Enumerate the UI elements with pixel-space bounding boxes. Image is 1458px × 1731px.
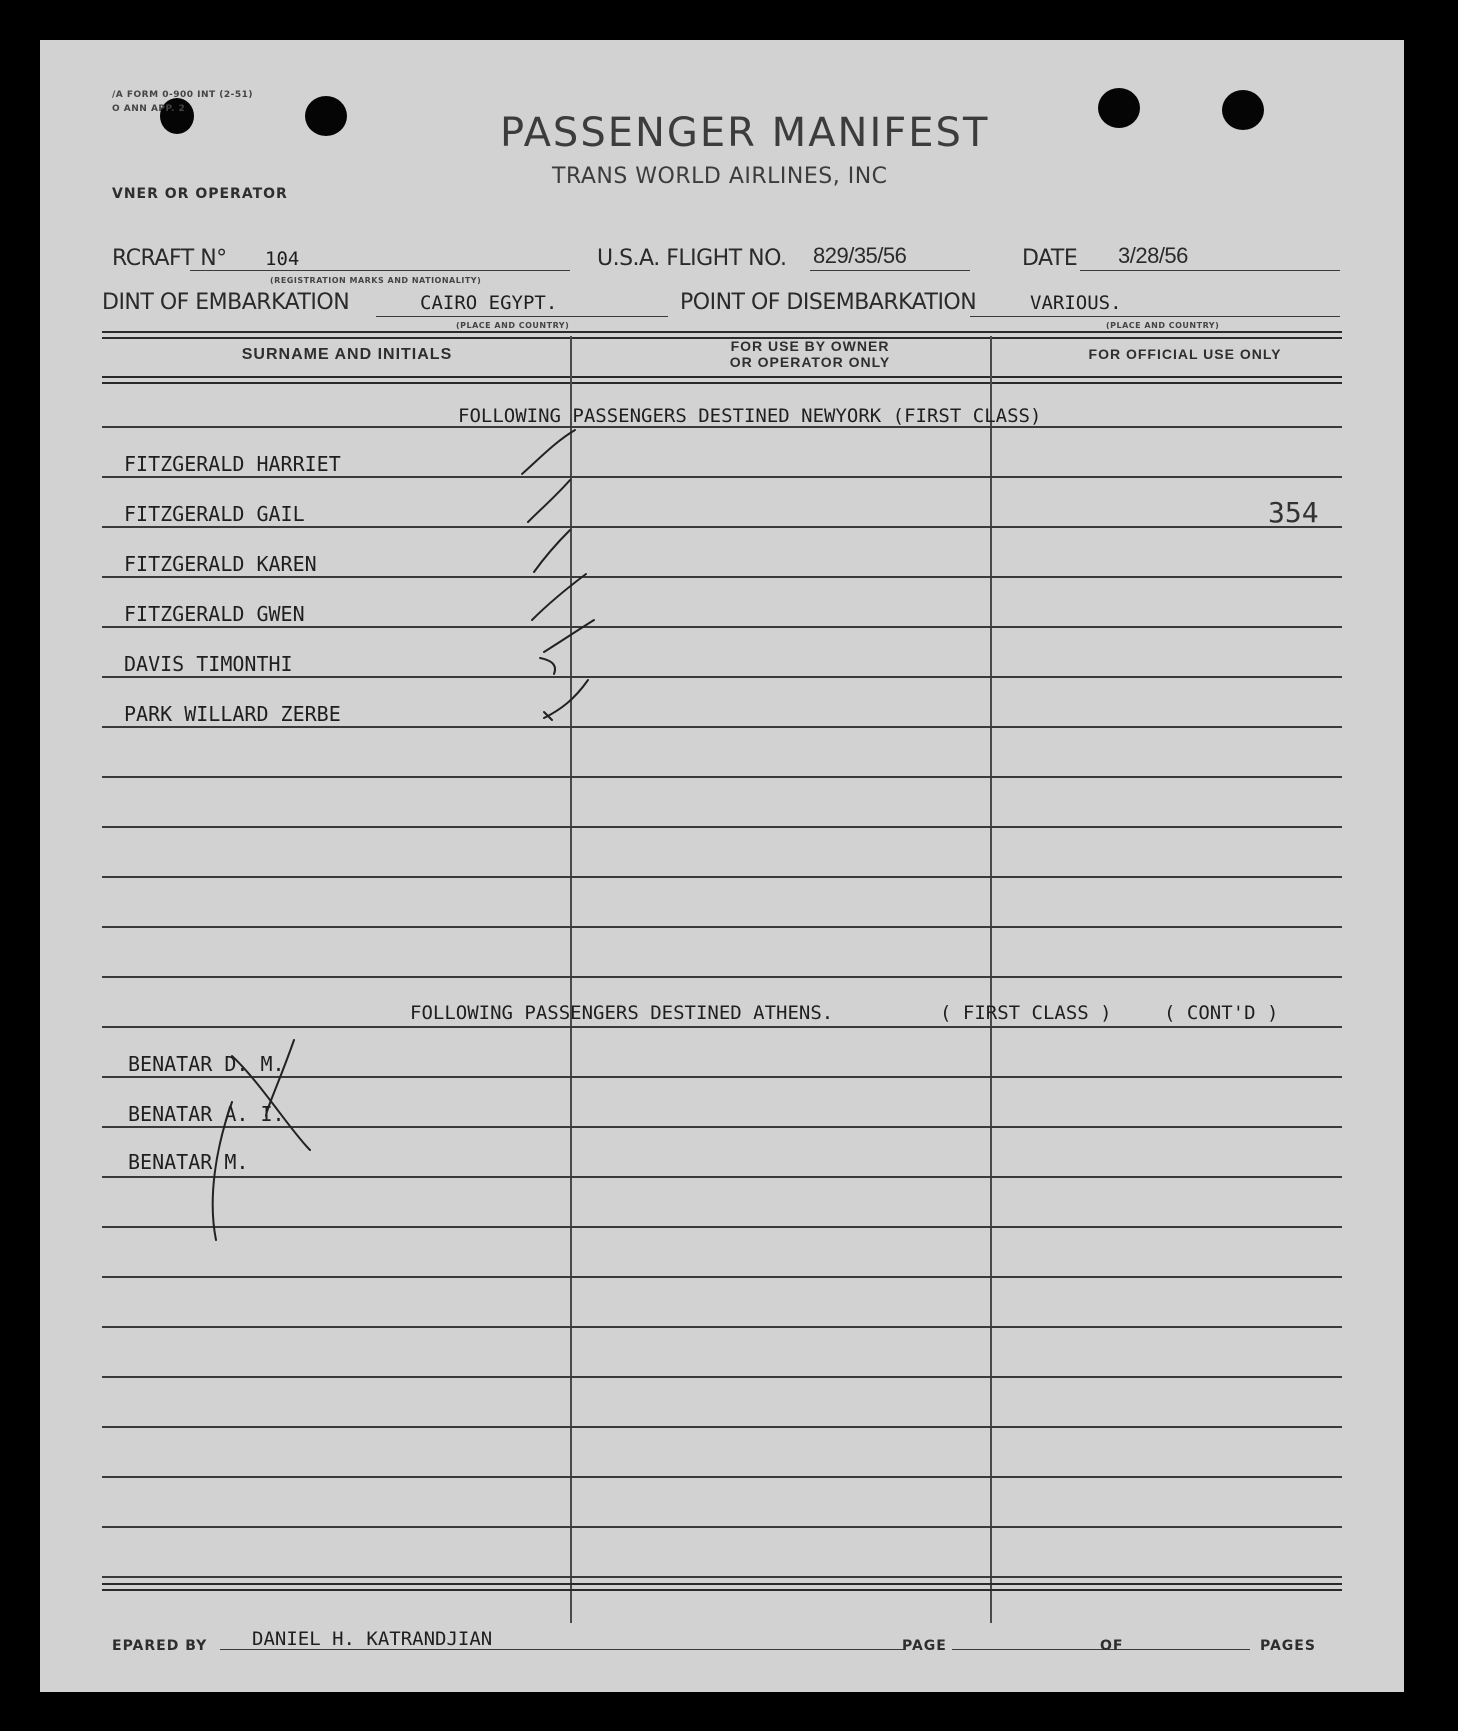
passenger-row: FITZGERALD KAREN bbox=[124, 552, 317, 576]
x-mark-stroke bbox=[266, 1040, 294, 1116]
embarkation-label: DINT OF EMBARKATION bbox=[102, 290, 350, 315]
passenger-row: BENATAR A. I. bbox=[128, 1102, 285, 1126]
check-mark bbox=[532, 574, 586, 620]
prepared-by-label: EPARED BY bbox=[112, 1638, 208, 1654]
surname-column-header: SURNAME AND INITIALS bbox=[241, 346, 453, 363]
owner-operator-label: VNER OR OPERATOR bbox=[112, 186, 288, 202]
check-mark bbox=[528, 480, 570, 522]
date-label: DATE bbox=[1022, 246, 1078, 271]
of-label: OF bbox=[1100, 1638, 1124, 1654]
section1-heading: FOLLOWING PASSENGERS DESTINED NEWYORK (FIRST CLASS) bbox=[458, 405, 1042, 427]
x-mark-stroke bbox=[232, 1056, 310, 1150]
check-mark bbox=[540, 658, 555, 674]
flight-value: 829/35/56 bbox=[813, 243, 907, 268]
check-mark bbox=[534, 530, 570, 572]
passenger-row: PARK WILLARD ZERBE bbox=[124, 702, 341, 726]
official-note-354: 354 bbox=[1268, 496, 1319, 529]
airline-name: TRANS WORLD AIRLINES, INC bbox=[552, 164, 888, 189]
passenger-row: FITZGERALD HARRIET bbox=[124, 452, 341, 476]
embarkation-value: CAIRO EGYPT. bbox=[420, 292, 558, 314]
section2-contd: ( CONT'D ) bbox=[1164, 1002, 1279, 1024]
aircraft-label: RCRAFT N° bbox=[112, 246, 227, 271]
page-title: PASSENGER MANIFEST bbox=[500, 110, 990, 156]
aircraft-note: (REGISTRATION MARKS AND NATIONALITY) bbox=[270, 276, 482, 285]
disembarkation-label: POINT OF DISEMBARKATION bbox=[680, 290, 977, 315]
section2-class-note: ( FIRST CLASS ) bbox=[940, 1002, 1112, 1024]
passenger-row: FITZGERALD GAIL bbox=[124, 502, 305, 526]
brace-stroke bbox=[213, 1102, 232, 1240]
owner-use-header-1: FOR USE BY OWNER bbox=[730, 338, 890, 354]
section2-heading: FOLLOWING PASSENGERS DESTINED ATHENS. bbox=[410, 1002, 834, 1024]
manifest-sheet bbox=[40, 40, 1404, 1692]
disembarkation-value: VARIOUS. bbox=[1030, 292, 1122, 314]
passenger-row: BENATAR D. M. bbox=[128, 1052, 285, 1076]
aircraft-value: 104 bbox=[265, 248, 300, 270]
pages-label: PAGES bbox=[1260, 1638, 1316, 1654]
embarkation-note: (PLACE AND COUNTRY) bbox=[456, 321, 570, 330]
official-use-header: FOR OFFICIAL USE ONLY bbox=[1088, 346, 1282, 362]
form-approval: O ANN APP. 2 bbox=[112, 104, 186, 114]
page-label: PAGE bbox=[902, 1638, 947, 1654]
flight-label: U.S.A. FLIGHT NO. bbox=[597, 246, 787, 271]
check-mark bbox=[522, 430, 575, 474]
passenger-row: BENATAR M. bbox=[128, 1150, 249, 1174]
prepared-by-value: DANIEL H. KATRANDJIAN bbox=[252, 1628, 493, 1650]
form-number: /A FORM 0-900 INT (2-51) bbox=[112, 90, 254, 100]
disembarkation-note: (PLACE AND COUNTRY) bbox=[1106, 321, 1220, 330]
passenger-row: FITZGERALD GWEN bbox=[124, 602, 305, 626]
passenger-row: DAVIS TIMONTHI bbox=[124, 652, 293, 676]
check-mark bbox=[544, 712, 552, 720]
owner-use-header-2: OR OPERATOR ONLY bbox=[729, 354, 891, 370]
handwritten-marks bbox=[40, 40, 1404, 1692]
check-mark bbox=[544, 620, 594, 652]
check-mark bbox=[544, 680, 588, 718]
date-value: 3/28/56 bbox=[1118, 243, 1188, 268]
